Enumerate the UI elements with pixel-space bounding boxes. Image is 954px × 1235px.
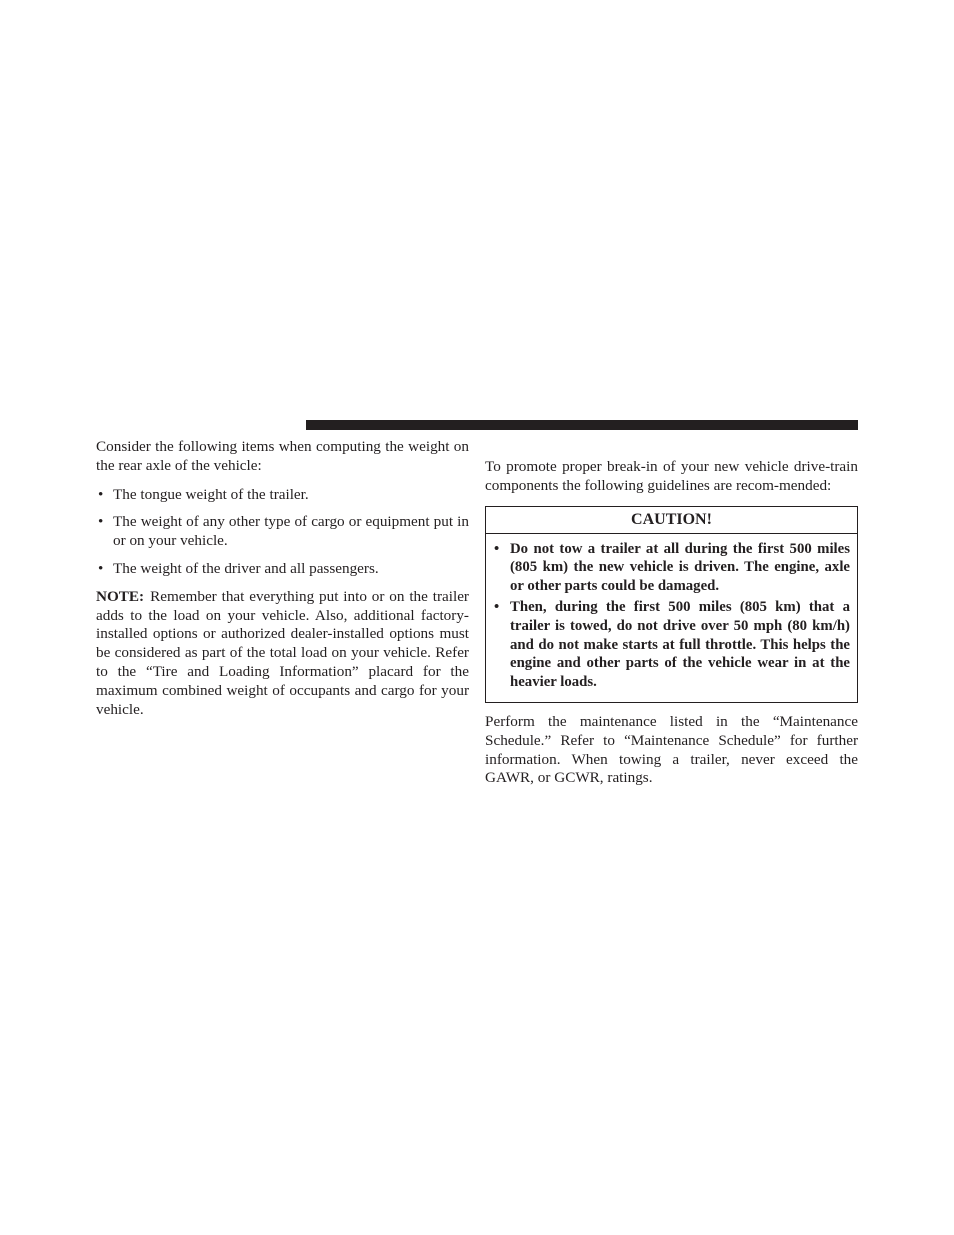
list-item: • The tongue weight of the trailer.: [96, 486, 469, 505]
caution-item: • Then, during the first 500 miles (805 km) that a trailer is towed, do not drive over 50 mph (80 km/h) and do not make starts at full throttle. This helps the engine and other parts of the vehicle wear in at the heavier loads.: [493, 598, 850, 692]
note-text: Remember that everything put into or on the trailer adds to the load on your vehicle. Also, additional factory-installed options or authorized dealer-installed options must be considered as part of the total load on your vehicle. Refer to the “Tire and Loading Information” placard for the maximum combined weight of occupants and cargo for your vehicle.: [96, 587, 469, 718]
caution-box: [485, 506, 858, 703]
left-column: [96, 438, 469, 719]
rear-axle-intro: Consider the following items when computing the weight on the rear axle of the vehicle:: [96, 438, 469, 474]
section-header-bar: [306, 420, 858, 430]
note-label: NOTE:: [96, 587, 145, 605]
note-paragraph: [96, 588, 469, 720]
list-item: • The weight of any other type of cargo or equipment put in or on your vehicle.: [96, 513, 469, 551]
break-in-intro: To promote proper break-in of your new vehicle drive-train components the following guidelines are recom-mended:: [485, 458, 858, 494]
list-item: • The weight of the driver and all passengers.: [96, 560, 469, 579]
rear-axle-items-list: [96, 486, 469, 579]
caution-list: [486, 534, 857, 702]
caution-title: CAUTION!: [486, 507, 857, 534]
right-column: [485, 438, 858, 788]
maintenance-paragraph: Perform the maintenance listed in the “Maintenance Schedule.” Refer to “Maintenance Schedule” for further information. When towing a trailer, never exceed the GAWR, or GCWR, ratings.: [485, 712, 858, 787]
caution-item: • Do not tow a trailer at all during the first 500 miles (805 km) the new vehicle is driven. The engine, axle or other parts could be damaged.: [493, 540, 850, 596]
